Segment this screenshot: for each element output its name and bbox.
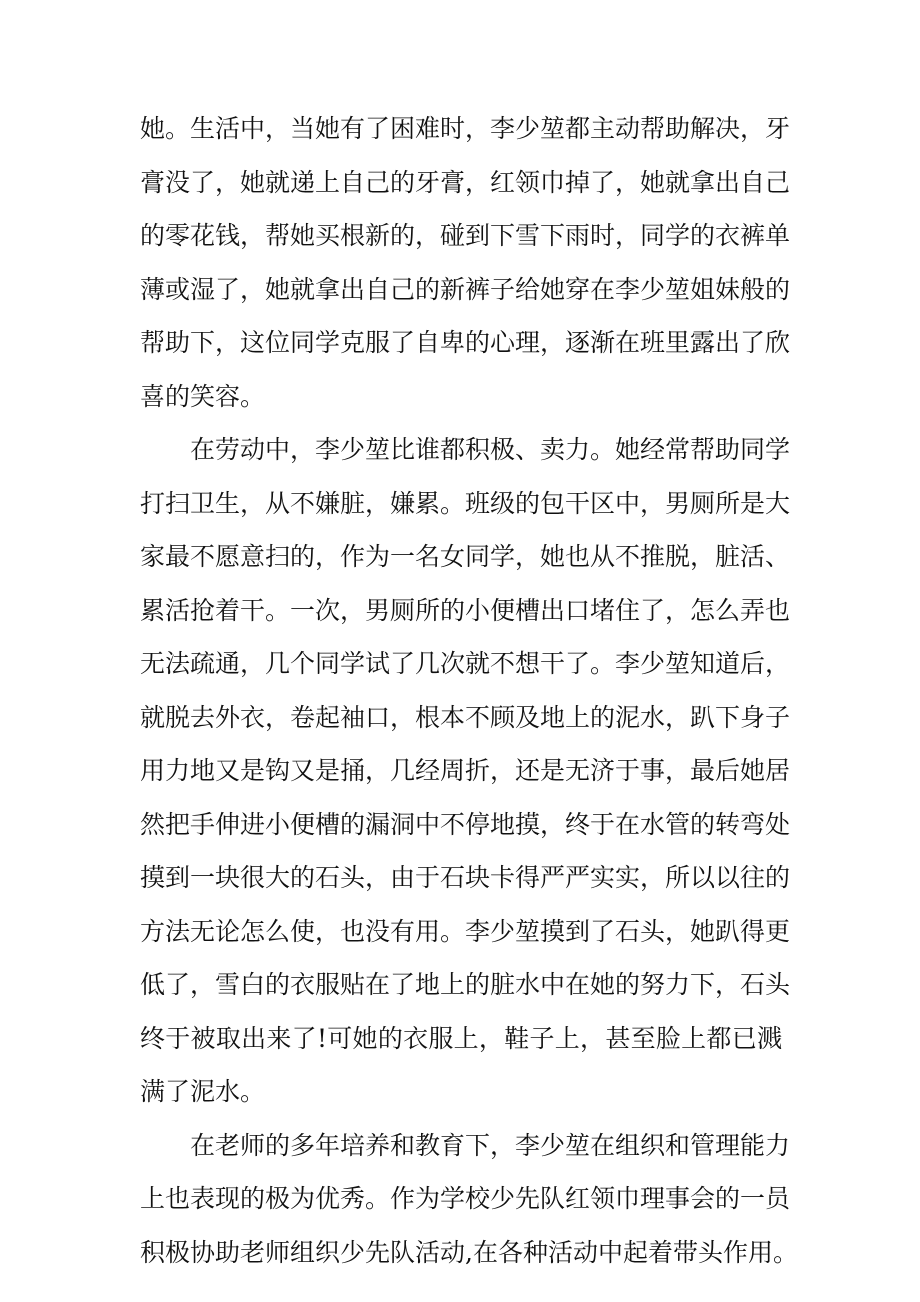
paragraph-2	[140, 423, 791, 1119]
paragraph-1	[140, 102, 791, 423]
text-line: 在劳动中，李少堃比谁都积极、卖力。她经常帮助同学	[190, 435, 791, 464]
text-line: 薄或湿了，她就拿出自己的新裤子给她穿在李少堃姐妹般的	[140, 274, 791, 304]
text-line: 累活抢着干。一次，男厕所的小便槽出口堵住了，怎么弄也	[140, 595, 791, 625]
text-line: 满了泥水。	[140, 1077, 266, 1106]
text-line: 就脱去外衣，卷起袖口，根本不顾及地上的泥水，趴下身子	[140, 702, 791, 732]
text-line: 然把手伸进小便槽的漏洞中不停地摸，终于在水管的转弯处	[140, 809, 791, 839]
text-line: 她。生活中，当她有了困难时，李少堃都主动帮助解决，牙	[140, 114, 791, 143]
text-line: 帮助下，这位同学克服了自卑的心理，逐渐在班里露出了欣	[140, 328, 791, 357]
text-line: 方法无论怎么使，也没有用。李少堃摸到了石头，她趴得更	[140, 916, 791, 946]
text-line: 的零花钱，帮她买根新的，碰到下雪下雨时，同学的衣裤单	[140, 221, 791, 250]
text-line: 在老师的多年培养和教育下，李少堃在组织和管理能力	[190, 1130, 791, 1160]
paragraph-3	[140, 1119, 798, 1280]
text-line: 终于被取出来了!可她的衣服上，鞋子上，甚至脸上都已溅	[140, 1023, 782, 1053]
document-body	[140, 102, 798, 1279]
text-line: 积极协助老师组织少先队活动,在各种活动中起着带头作用。	[140, 1237, 798, 1267]
text-line: 膏没了，她就递上自己的牙膏，红领巾掉了，她就拿出自己	[140, 167, 791, 197]
text-line: 打扫卫生，从不嫌脏，嫌累。班级的包干区中，男厕所是大	[140, 488, 791, 518]
text-line: 用力地又是钩又是捅，几经周折，还是无济于事，最后她居	[140, 756, 791, 785]
text-line: 低了，雪白的衣服贴在了地上的脏水中在她的努力下，石头	[140, 970, 791, 999]
text-line: 家最不愿意扫的，作为一名女同学，她也从不推脱，脏活、	[140, 542, 791, 571]
text-line: 无法疏通，几个同学试了几次就不想干了。李少堃知道后，	[140, 649, 791, 678]
text-line: 上也表现的极为优秀。作为学校少先队红领巾理事会的一员	[140, 1184, 791, 1213]
text-line: 喜的笑容。	[140, 381, 266, 411]
text-line: 摸到一块很大的石头，由于石块卡得严严实实，所以以往的	[140, 863, 791, 892]
